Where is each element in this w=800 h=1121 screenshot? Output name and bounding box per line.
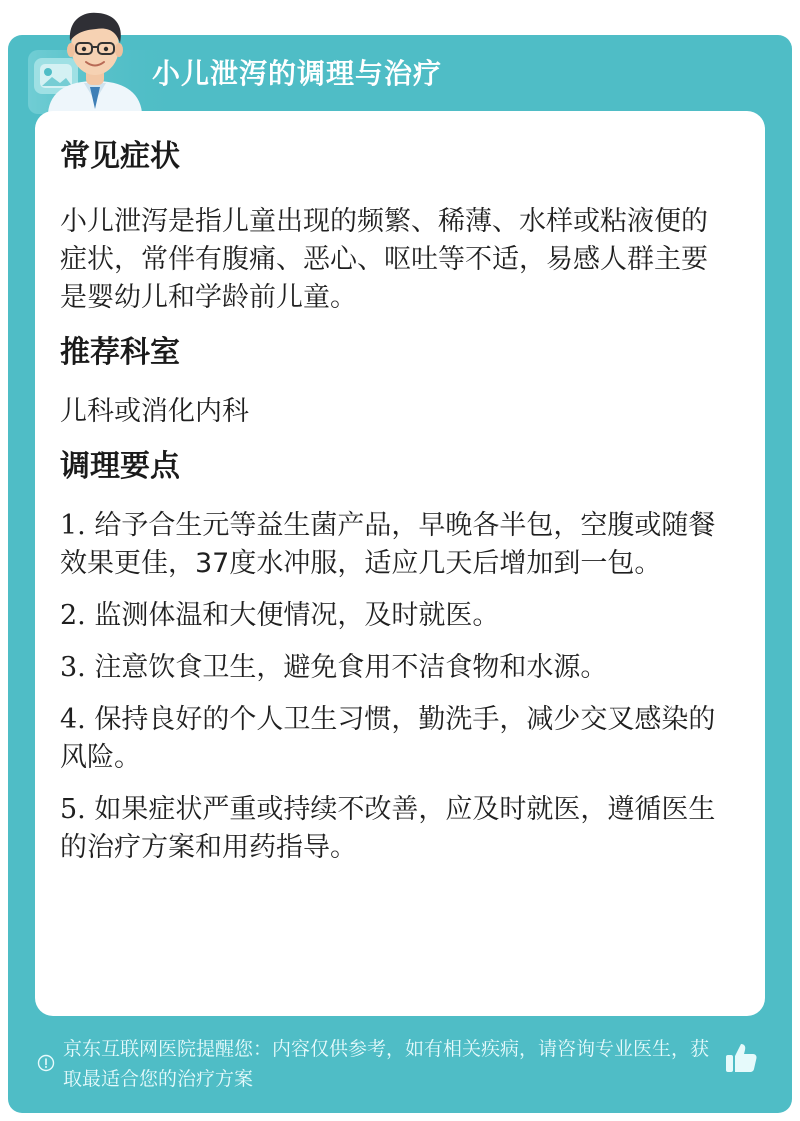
disclaimer-text: 京东互联网医院提醒您：内容仅供参考，如有相关疾病，请咨询专业医生，获取最适合您的治疗方案 [63, 1038, 710, 1090]
care-item-number: 2. [60, 600, 86, 631]
care-item-5 [60, 791, 732, 867]
care-item-4 [60, 701, 732, 777]
care-heading: 调理要点 [60, 449, 180, 484]
care-item-2 [60, 597, 732, 635]
info-icon [37, 1054, 55, 1072]
care-item-number: 5. [60, 794, 86, 825]
content-card [35, 111, 765, 1016]
care-item-text: 注意饮食卫生，避免食用不洁食物和水源。 [85, 652, 608, 683]
care-item-text: 如果症状严重或持续不改善，应及时就医，遵循医生的治疗方案和用药指导。 [60, 794, 716, 863]
care-item-1 [60, 507, 732, 583]
care-item-text: 监测体温和大便情况，及时就医。 [85, 600, 500, 631]
symptoms-text: 小儿泄泻是指儿童出现的频繁、稀薄、水样或粘液便的症状，常伴有腹痛、恶心、呕吐等不适，易感人群主要是婴幼儿和学龄前儿童。 [60, 206, 708, 313]
care-item-text: 给予合生元等益生菌产品，早晚各半包，空腹或随餐效果更佳，37度水冲服，适应几天后增加到一包。 [60, 510, 716, 579]
symptoms-heading: 常见症状 [60, 139, 180, 174]
care-item-3 [60, 649, 732, 687]
care-item-number: 1. [60, 510, 86, 541]
doctor-avatar-icon [40, 5, 150, 113]
thumbs-up-icon[interactable] [723, 1040, 759, 1076]
department-text: 儿科或消化内科 [60, 396, 249, 427]
care-item-number: 4. [60, 704, 86, 735]
care-item-number: 3. [60, 652, 86, 683]
page-title: 小儿泄泻的调理与治疗 [152, 57, 443, 90]
department-heading: 推荐科室 [60, 335, 180, 370]
care-item-text: 保持良好的个人卫生习惯，勤洗手，减少交叉感染的风险。 [60, 704, 716, 773]
